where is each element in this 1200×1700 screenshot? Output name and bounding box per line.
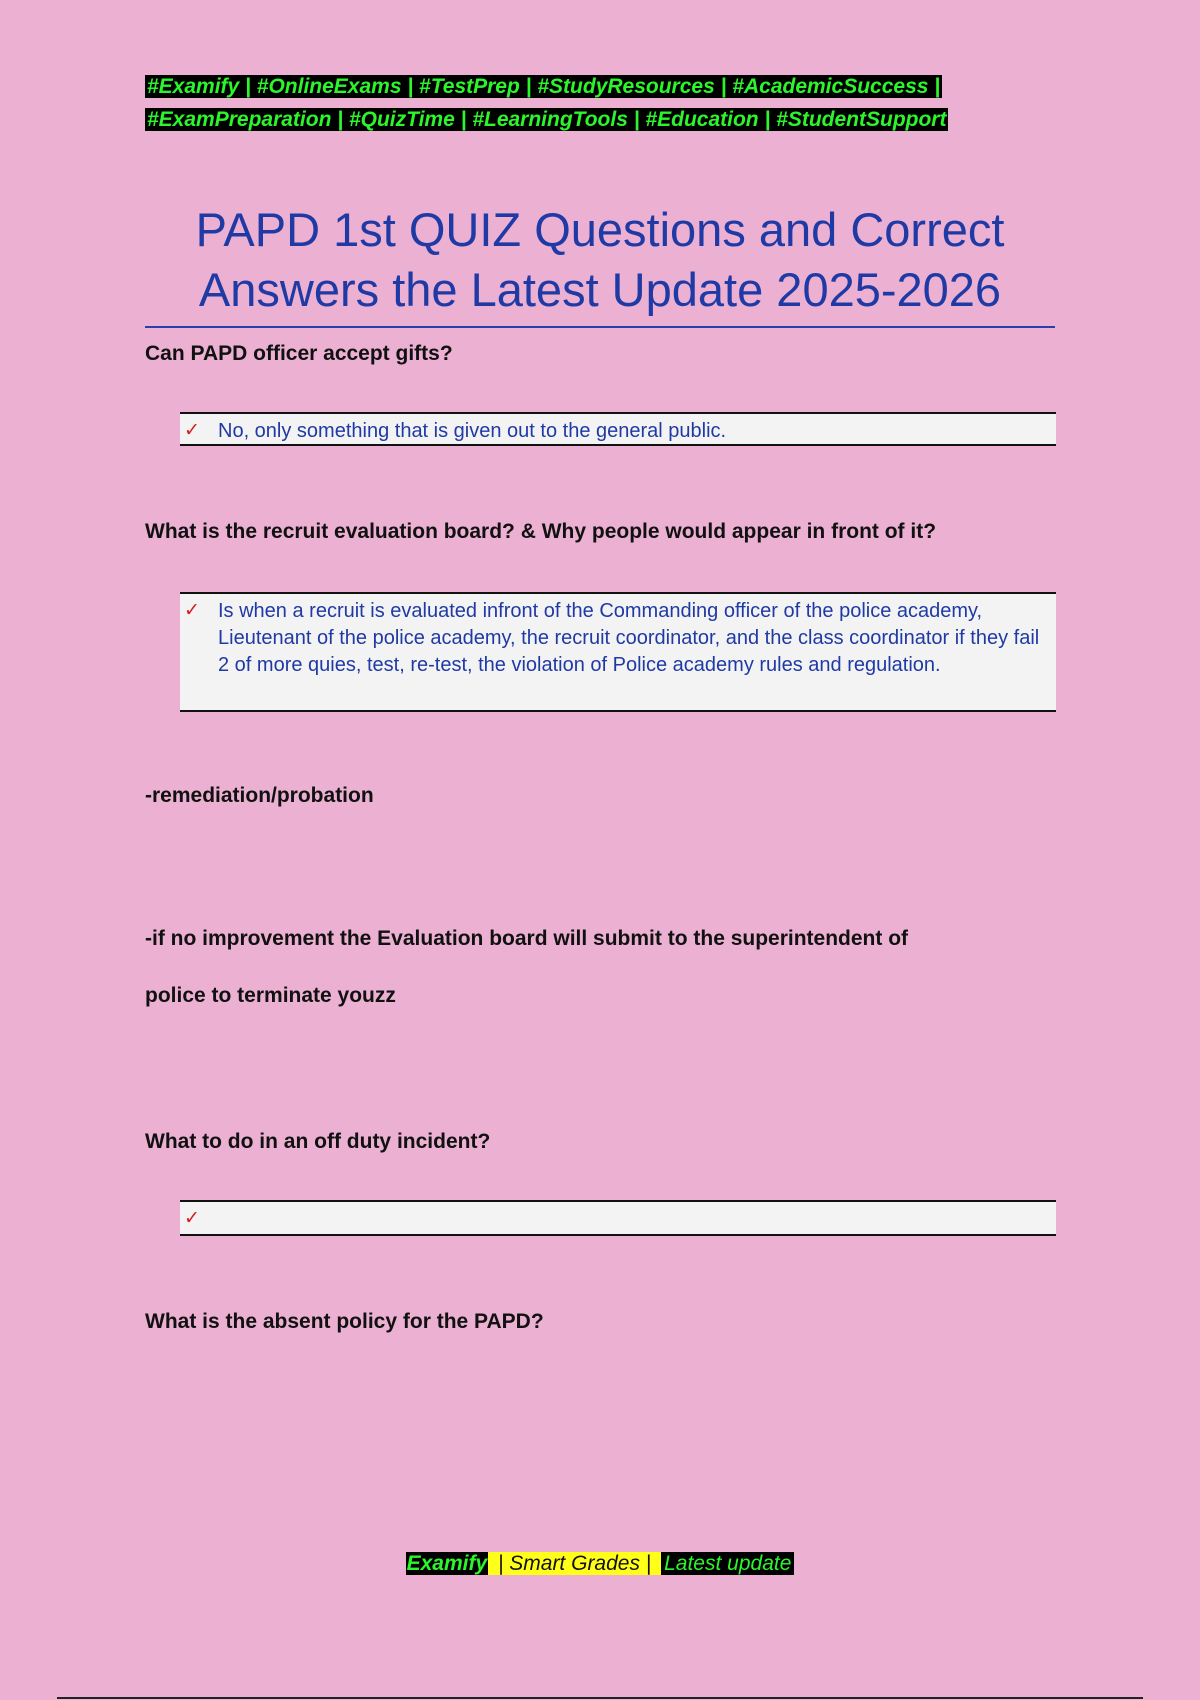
- question-3: What to do in an off duty incident?: [145, 1130, 491, 1153]
- footer-middle: | Smart Grades |: [488, 1552, 661, 1575]
- note-improvement-line-1: -if no improvement the Evaluation board will submit to the superintendent of: [145, 927, 909, 950]
- title-line-1: PAPD 1st QUIZ Questions and Correct: [195, 203, 1005, 256]
- question-4: What is the absent policy for the PAPD?: [145, 1310, 544, 1333]
- hashtag-banner: [145, 70, 1055, 136]
- question-1: Can PAPD officer accept gifts?: [145, 342, 453, 365]
- answer-text-2: Is when a recruit is evaluated infront of the Commanding officer of the police academy, Lieutenant of the police academy, the recruit coordinator, and the class coordinator if they fail 2 of more quies, test, re-test, the violation of Police academy rules and regulation.: [218, 600, 1040, 676]
- answer-box-3: [180, 1200, 1056, 1236]
- bottom-divider: [57, 1697, 1143, 1699]
- question-2: What is the recruit evaluation board? & Why people would appear in front of it?: [145, 520, 937, 543]
- title-divider: [145, 326, 1055, 328]
- footer-brand: Examify: [406, 1552, 488, 1575]
- check-icon: ✓: [184, 1208, 200, 1229]
- answer-box-1: [180, 412, 1056, 446]
- check-icon: ✓: [184, 600, 200, 621]
- note-remediation: -remediation/probation: [145, 784, 374, 807]
- title-line-2: Answers the Latest Update 2025-2026: [198, 263, 1002, 316]
- answer-box-2: [180, 592, 1056, 712]
- check-icon: ✓: [184, 420, 200, 441]
- hashtag-text: #Examify | #OnlineExams | #TestPrep | #StudyResources | #AcademicSuccess | #ExamPreparation | #QuizTime | #LearningTools | #Education | #StudentSupport: [147, 75, 947, 131]
- answer-text-1: No, only something that is given out to the general public.: [218, 420, 727, 442]
- footer-latest: Latest update: [661, 1552, 794, 1575]
- note-improvement-line-2: police to terminate youzz: [145, 984, 396, 1007]
- footer: [0, 1552, 1200, 1576]
- page-title: [145, 200, 1055, 320]
